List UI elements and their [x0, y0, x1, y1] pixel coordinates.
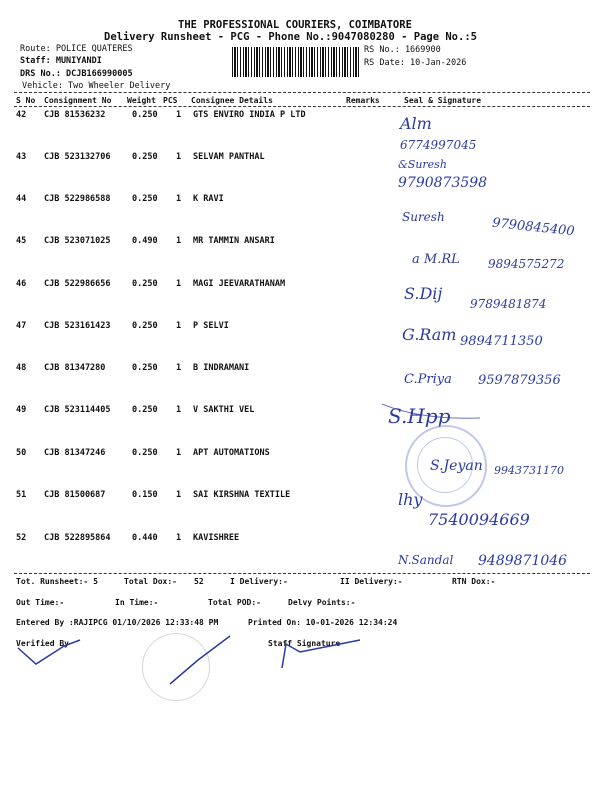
handwritten-phone: 9894575272	[488, 257, 565, 271]
signature-scribble: G.Ram	[402, 325, 457, 344]
runsheet-title: Delivery Runsheet - PCG - Phone No.:9047080280 - Page No.:5	[104, 31, 477, 43]
row-weight: 0.250	[132, 363, 158, 373]
row-sno: 44	[16, 194, 27, 204]
row-pcs: 1	[176, 490, 182, 500]
row-consignment: CJB 523071025	[44, 236, 111, 246]
printed-on: Printed On: 10-01-2026 12:34:24	[248, 618, 398, 627]
staff-signature-label: Staff Signature	[268, 639, 341, 648]
row-consignment: CJB 523132706	[44, 152, 111, 162]
staff-label: Staff: MUNIYANDI	[20, 56, 102, 66]
signature-scribble: S.Hpp	[388, 404, 451, 428]
col-consignee: Consignee Details	[191, 96, 273, 105]
row-consignment: CJB 81536232	[44, 110, 106, 120]
row-sno: 52	[16, 533, 27, 543]
total-dox-label: Total Dox:-	[124, 577, 177, 586]
verified-by-label: Verified By	[16, 639, 69, 648]
row-pcs: 1	[176, 279, 182, 289]
handwritten-phone: 9790873598	[398, 175, 488, 191]
handwritten-phone: 9489871046	[478, 553, 568, 569]
signature-scribble: lhy	[398, 490, 423, 509]
row-consignee: MAGI JEEVARATHANAM	[193, 279, 286, 289]
row-consignee: K RAVI	[193, 194, 224, 204]
rs-date: RS Date: 10-Jan-2026	[364, 58, 467, 68]
row-pcs: 1	[176, 194, 182, 204]
col-consignment: Consignment No	[44, 96, 112, 105]
signature-scribble: a M.RL	[412, 252, 460, 267]
row-consignee: MR TAMMIN ANSARI	[193, 236, 275, 246]
row-consignment: CJB 81500687	[44, 490, 106, 500]
signature-scribble: &Suresh	[398, 158, 447, 171]
col-weight: Weight	[127, 96, 156, 105]
row-pcs: 1	[176, 533, 182, 543]
row-sno: 47	[16, 321, 27, 331]
signature-scribble: C.Priya	[404, 372, 452, 387]
col-pcs: PCS	[163, 96, 178, 105]
row-consignment: CJB 522986656	[44, 279, 111, 289]
in-time: In Time:-	[115, 598, 159, 607]
row-sno: 46	[16, 279, 27, 289]
row-sno: 43	[16, 152, 27, 162]
row-consignee: B INDRAMANI	[193, 363, 250, 373]
row-sno: 45	[16, 236, 27, 246]
vehicle-label: Vehicle: Two Wheeler Delivery	[22, 81, 171, 91]
out-time: Out Time:-	[16, 598, 65, 607]
row-pcs: 1	[176, 110, 182, 120]
company-name: THE PROFESSIONAL COURIERS, COIMBATORE	[178, 19, 412, 31]
row-pcs: 1	[176, 236, 182, 246]
row-consignee: P SELVI	[193, 321, 229, 331]
rs-no: RS No.: 1669900	[364, 45, 441, 55]
handwritten-phone: 7540094669	[428, 510, 530, 529]
row-weight: 0.250	[132, 279, 158, 289]
handwritten-phone: 9597879356	[478, 373, 561, 388]
total-dox-value: 52	[194, 577, 204, 586]
handwritten-phone: 9790845400	[491, 215, 576, 240]
signature-scribble: S.Jeyan	[430, 458, 483, 474]
row-weight: 0.250	[132, 110, 158, 120]
i-delivery: I Delivery:-	[230, 577, 288, 586]
row-weight: 0.490	[132, 236, 158, 246]
row-weight: 0.440	[132, 533, 158, 543]
row-sno: 48	[16, 363, 27, 373]
row-pcs: 1	[176, 152, 182, 162]
row-consignee: GTS ENVIRO INDIA P LTD	[193, 110, 306, 120]
row-pcs: 1	[176, 448, 182, 458]
signature-scribble: N.Sandal	[398, 553, 454, 567]
row-weight: 0.250	[132, 448, 158, 458]
row-consignment: CJB 522986588	[44, 194, 111, 204]
drs-label: DRS No.: DCJB166990005	[20, 69, 133, 79]
total-runsheet: Tot. Runsheet:- 5	[16, 577, 98, 586]
total-pod: Total POD:-	[208, 598, 261, 607]
row-consignee: V SAKTHI VEL	[193, 405, 255, 415]
signature-scribble: Suresh	[402, 210, 445, 224]
row-consignee: SAI KIRSHNA TEXTILE	[193, 490, 291, 500]
signature-scribble: Alm	[400, 114, 432, 133]
route-label: Route: POLICE QUATERES	[20, 44, 133, 54]
col-remarks: Remarks	[346, 96, 380, 105]
row-pcs: 1	[176, 363, 182, 373]
ii-delivery: II Delivery:-	[340, 577, 403, 586]
row-sno: 49	[16, 405, 27, 415]
rtn-dox: RTN Dox:-	[452, 577, 496, 586]
delivery-points: Delvy Points:-	[288, 598, 356, 607]
row-consignee: APT AUTOMATIONS	[193, 448, 270, 458]
signature-scribble: S.Dij	[404, 284, 443, 303]
row-consignment: CJB 81347280	[44, 363, 106, 373]
row-consignment: CJB 523114405	[44, 405, 111, 415]
handwritten-phone: 9943731170	[494, 464, 564, 477]
row-weight: 0.150	[132, 490, 158, 500]
col-sno: S No	[16, 96, 36, 105]
row-consignee: KAVISHREE	[193, 533, 240, 543]
row-consignment: CJB 522895864	[44, 533, 111, 543]
row-consignment: CJB 523161423	[44, 321, 111, 331]
entered-by: Entered By :RAJIPCG 01/10/2026 12:33:48 PM	[16, 618, 219, 627]
row-pcs: 1	[176, 405, 182, 415]
row-pcs: 1	[176, 321, 182, 331]
handwritten-phone: 6774997045	[400, 138, 477, 152]
row-consignee: SELVAM PANTHAL	[193, 152, 265, 162]
row-sno: 50	[16, 448, 27, 458]
row-consignment: CJB 81347246	[44, 448, 106, 458]
row-weight: 0.250	[132, 152, 158, 162]
handwritten-phone: 9789481874	[470, 297, 547, 311]
row-weight: 0.250	[132, 321, 158, 331]
row-sno: 51	[16, 490, 27, 500]
col-seal-signature: Seal & Signature	[404, 96, 482, 105]
row-sno: 42	[16, 110, 27, 120]
row-weight: 0.250	[132, 405, 158, 415]
row-weight: 0.250	[132, 194, 158, 204]
handwritten-phone: 9894711350	[460, 334, 543, 349]
